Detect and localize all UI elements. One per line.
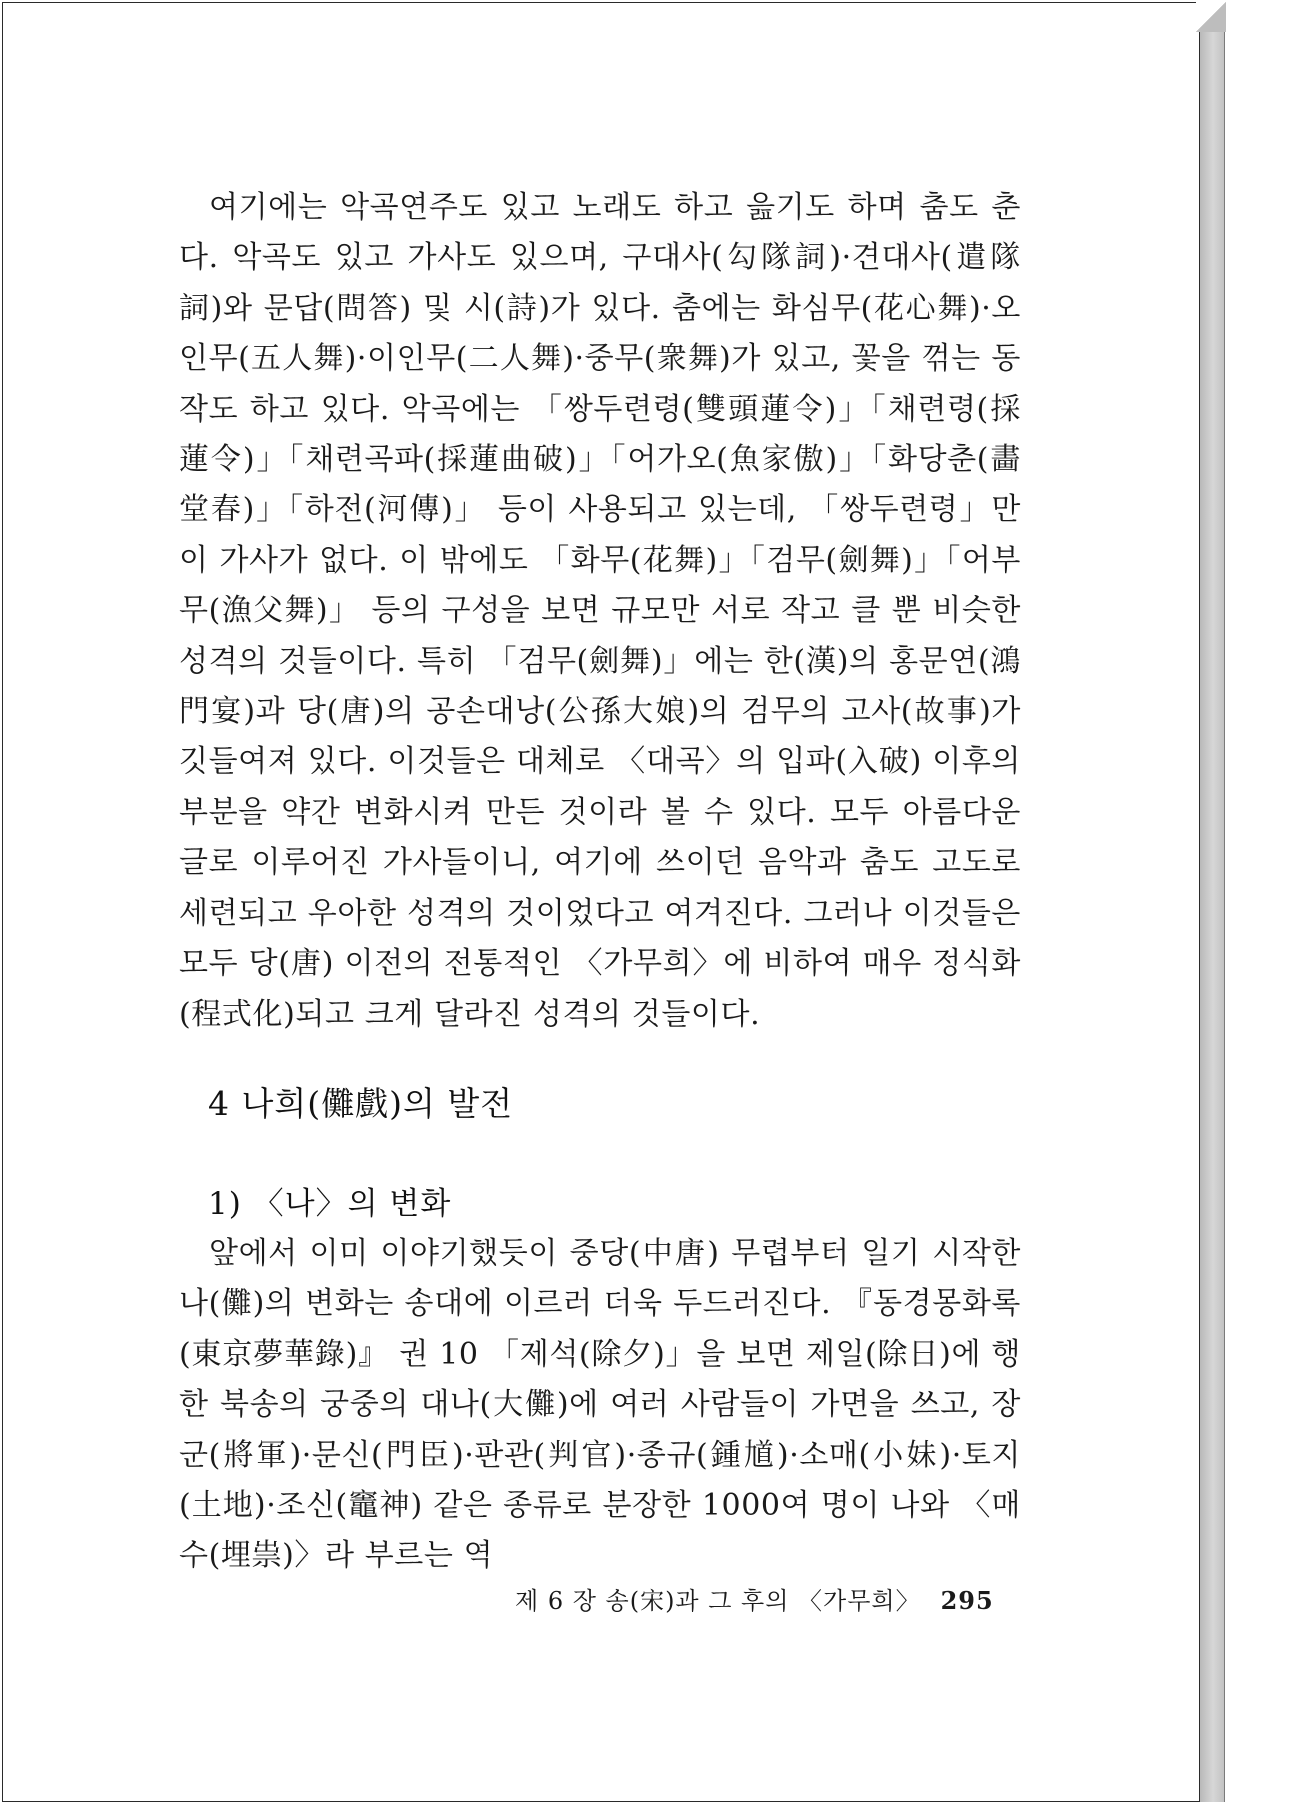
running-footer-chapter: 제 6 장 송(宋)과 그 후의 〈가무희〉 bbox=[515, 1587, 921, 1615]
paragraph-text: 앞에서 이미 이야기했듯이 중당(中唐) 무렵부터 일기 시작한 나(儺)의 변화는 송대에 이르러 더욱 두드러진다. 『동경몽화록(東京夢華錄)』 권 10 「제석(除夕)」을 보면 제일(除日)에 행한 북송의 궁중의 대나(大儺)에 여러 사람들이 가면을 쓰고, 장군(將軍)·문신(門臣)·판관(判官)·종규(鍾馗)·소매(小妹)·토지(土地)·조신(竈神) 같은 종류로 분장한 1000여 명이 나와 〈매수(埋祟)〉라 부르는 역 bbox=[179, 1236, 1021, 1574]
body-paragraph-1 bbox=[179, 183, 1021, 1040]
page-edge-shadow bbox=[1200, 6, 1225, 1802]
subsection-heading: 1) 〈나〉의 변화 bbox=[208, 1186, 452, 1222]
body-paragraph-2 bbox=[179, 1229, 1021, 1582]
book-page bbox=[2, 2, 1200, 1802]
paragraph-text: 여기에는 악곡연주도 있고 노래도 하고 읊기도 하며 춤도 춘다. 악곡도 있고 가사도 있으며, 구대사(勾隊詞)·견대사(遣隊詞)와 문답(問答) 및 시(詩)가 있다. 춤에는 화심무(花心舞)·오인무(五人舞)·이인무(二人舞)·중무(衆舞)가 있고, 꽃을 꺾는 동작도 하고 있다. 악곡에는 「쌍두련령(雙頭蓮令)」「채련령(採蓮令)」「채련곡파(採蓮曲破)」「어가오(魚家傲)」「화당춘(畵堂春)」「하전(河傳)」 등이 사용되고 있는데, 「쌍두련령」만이 가사가 없다. 이 밖에도 「화무(花舞)」「검무(劍舞)」「어부무(漁父舞)」 등의 구성을 보면 규모만 서로 작고 클 뿐 비슷한 성격의 것들이다. 특히 「검무(劍舞)」에는 한(漢)의 홍문연(鴻門宴)과 당(唐)의 공손대낭(公孫大娘)의 검무의 고사(故事)가 깃들여져 있다. 이것들은 대체로 〈대곡〉의 입파(入破) 이후의 부분을 약간 변화시켜 만든 것이라 볼 수 있다. 모두 아름다운 글로 이루어진 가사들이니, 여기에 쓰이던 음악과 춤도 고도로 세련되고 우아한 성격의 것이었다고 여겨진다. 그러나 이것들은 모두 당(唐) 이전의 전통적인 〈가무희〉에 비하여 매우 정식화(程式化)되고 크게 달라진 성격의 것들이다. bbox=[179, 190, 1021, 1032]
page-footer bbox=[515, 1581, 994, 1616]
page-corner-fold bbox=[1196, 2, 1226, 32]
section-heading: 4 나희(儺戲)의 발전 bbox=[208, 1084, 514, 1123]
page-number: 295 bbox=[940, 1586, 994, 1615]
